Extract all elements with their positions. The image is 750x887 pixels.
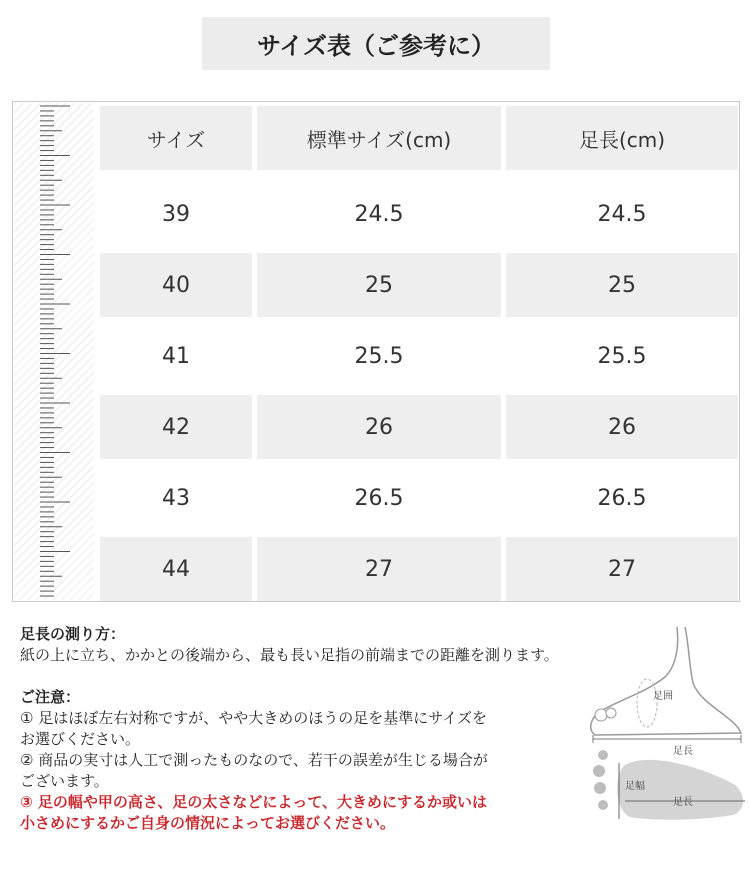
- caution-2-line2: ございます。: [20, 772, 109, 790]
- measure-heading: 足長の測り方：: [20, 625, 126, 643]
- cell-foot-length: 26: [506, 395, 738, 459]
- caution-3-line2: 小さめにするかご自身の情況によってお選びください。: [20, 814, 396, 832]
- cell-standard-size: 26: [257, 395, 501, 459]
- table-row: [100, 466, 740, 530]
- cell-size: 43: [162, 485, 190, 511]
- cell-standard-size: 25.5: [354, 343, 404, 369]
- cell-foot-length: 25.5: [597, 343, 647, 369]
- caution-1-line1: ① 足はほぼ左右対称ですが、やや大きめのほうの足を基準にサイズを: [20, 709, 488, 727]
- table-row: [100, 324, 740, 388]
- cell-size: 40: [100, 253, 252, 317]
- cell-size: 42: [100, 395, 252, 459]
- ruler-decoration: [14, 103, 94, 600]
- cell-size: 39: [162, 201, 190, 227]
- cell-standard-size: 24.5: [354, 201, 404, 227]
- page-title: サイズ表（ご参考に）: [202, 17, 550, 70]
- caution-3-line1: ③ 足の幅や甲の高さ、足の太さなどによって、大きめにするか或いは: [20, 793, 488, 811]
- cell-foot-length: 26.5: [597, 485, 647, 511]
- table-row: [100, 182, 740, 246]
- cell-standard-size: 25: [257, 253, 501, 317]
- caution-2-line1: ② 商品の実寸は人工で測ったものなので、若干の誤差が生じる場合が: [20, 751, 488, 769]
- header-size: サイズ: [100, 106, 252, 170]
- table-row: [100, 537, 740, 601]
- cell-standard-size: 27: [257, 537, 501, 601]
- header-standard-size: 標準サイズ(cm): [257, 106, 501, 170]
- label-length-sole: 足長: [673, 797, 693, 808]
- cell-size: 44: [100, 537, 252, 601]
- caution-heading: ご注意：: [20, 688, 81, 706]
- cell-foot-length: 24.5: [597, 201, 647, 227]
- caution-1-line2: お選びください。: [20, 730, 141, 748]
- foot-side-outline: [591, 627, 741, 735]
- cell-size: 41: [162, 343, 190, 369]
- label-girth: 足囲: [653, 691, 673, 702]
- table-row: [100, 395, 740, 459]
- label-width: 足幅: [625, 781, 645, 792]
- measure-text: 紙の上に立ち、かかとの後端から、最も長い足指の前端までの距離を測ります。: [20, 646, 559, 664]
- table-row: [100, 253, 740, 317]
- cell-standard-size: 26.5: [354, 485, 404, 511]
- table-header-row: [100, 106, 740, 170]
- foot-measurement-illustration: [585, 625, 750, 825]
- label-length-side: 足長: [673, 746, 693, 757]
- ruler-ticks: [14, 103, 94, 600]
- header-foot-length: 足長(cm): [506, 106, 738, 170]
- cell-foot-length: 27: [506, 537, 738, 601]
- cell-foot-length: 25: [506, 253, 738, 317]
